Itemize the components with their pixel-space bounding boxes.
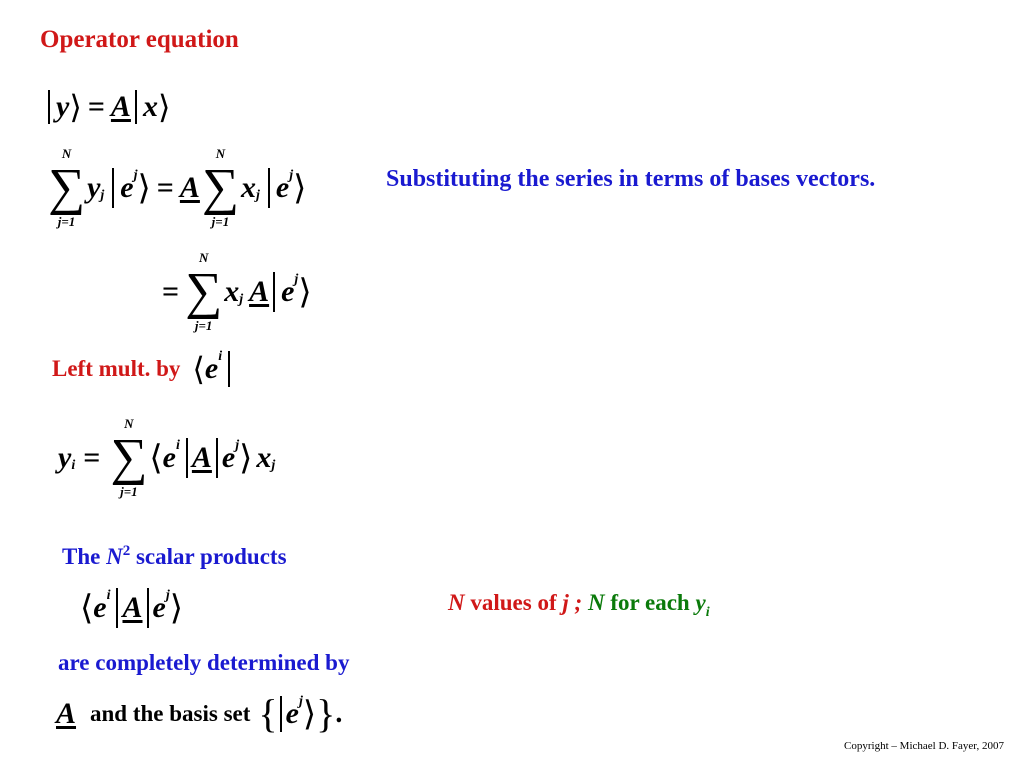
operator-A: A [122, 591, 143, 624]
matrix-element-bracket [80, 588, 183, 628]
summation [110, 416, 147, 500]
symbol-e: e [120, 171, 134, 204]
left-mult-label: Left mult. by [52, 356, 181, 381]
ket-bar [135, 90, 137, 124]
sum-upper-limit: N [124, 416, 134, 431]
superscript-j: j [165, 588, 170, 603]
count-N2: N [587, 590, 605, 615]
scalar-rest: scalar products [135, 544, 287, 569]
count-semicolon: ; [574, 590, 583, 615]
ket-bar [268, 168, 270, 208]
ket-bar [48, 90, 50, 124]
symbol-e: e [93, 591, 107, 624]
subscript-i: i [71, 458, 76, 473]
angle-right: ⟩ [239, 440, 253, 477]
final-line [56, 690, 342, 737]
sum-lower-limit: j=1 [194, 318, 213, 333]
scalar-N: N [106, 544, 123, 569]
count-N1: N [448, 590, 465, 615]
angle-left: ⟨ [80, 590, 94, 627]
period: . [335, 697, 343, 729]
bracket-bar [116, 588, 118, 628]
operator-A: A [191, 441, 212, 474]
ket-bar [273, 272, 275, 312]
page-title: Operator equation [40, 26, 239, 53]
operator-A: A [56, 696, 77, 730]
angle-right: ⟩ [302, 695, 317, 733]
sigma-icon: ∑ [201, 159, 239, 216]
ket-bar [280, 696, 282, 732]
symbol-e: e [204, 352, 219, 385]
superscript-j: j [133, 168, 138, 183]
subscript-j: j [255, 188, 260, 203]
superscript-i: i [218, 349, 223, 364]
sum-lower-limit: j=1 [120, 484, 138, 499]
superscript-i: i [176, 438, 180, 453]
symbol-x: x [224, 275, 240, 308]
angle-right: ⟩ [298, 274, 312, 311]
left-mult-line [52, 350, 230, 388]
summation [48, 146, 85, 230]
angle-right: ⟩ [137, 170, 151, 207]
equals-sign: = [156, 171, 174, 204]
symbol-e: e [281, 275, 295, 308]
copyright: Copyright – Michael D. Fayer, 2007 [844, 740, 1004, 752]
equals-sign: = [83, 441, 101, 474]
angle-right: ⟩ [157, 89, 171, 125]
superscript-j: j [294, 272, 299, 287]
subscript-j: j [239, 292, 244, 307]
brace-left: { [258, 691, 278, 736]
scalar-the: The [62, 544, 101, 569]
sigma-icon: ∑ [48, 159, 86, 216]
summation [185, 250, 222, 334]
superscript-j: j [298, 693, 303, 709]
equation-operator [48, 88, 170, 126]
basis-set-label: and the basis set [90, 700, 251, 726]
operator-A: A [110, 90, 131, 123]
superscript-i: i [106, 588, 111, 603]
sum-upper-limit: N [215, 146, 226, 161]
symbol-x: x [240, 171, 256, 204]
summation [202, 146, 239, 230]
count-j: j [562, 590, 569, 615]
sum-upper-limit: N [61, 146, 72, 161]
equation-matrix-element [58, 416, 275, 500]
subscript-j: j [100, 188, 105, 203]
sum-upper-limit: N [198, 250, 209, 265]
operator-A: A [249, 275, 270, 308]
symbol-x: x [256, 441, 272, 474]
count-subscript-i: i [705, 605, 710, 620]
note-substituting: Substituting the series in terms of bases vectors. [386, 166, 876, 192]
symbol-y: y [58, 441, 72, 474]
count-for-each: for each [610, 590, 690, 615]
equals-sign: = [87, 90, 105, 123]
angle-left: ⟨ [149, 440, 163, 477]
symbol-e: e [285, 696, 299, 730]
ket-bar [112, 168, 114, 208]
scalar-products-label [62, 544, 287, 570]
bracket-bar [216, 438, 218, 478]
bracket-bar [186, 438, 188, 478]
brace-right: } [316, 691, 336, 736]
sigma-icon: ∑ [110, 429, 148, 486]
equation-series [46, 146, 306, 230]
symbol-y: y [87, 171, 101, 204]
symbol-x: x [142, 90, 158, 123]
sigma-icon: ∑ [185, 263, 223, 320]
symbol-e: e [275, 171, 290, 204]
count-y: y [695, 590, 706, 615]
operator-A: A [179, 171, 200, 204]
sum-lower-limit: j=1 [211, 214, 230, 229]
bracket-bar [147, 588, 149, 628]
sum-lower-limit: j=1 [57, 214, 76, 229]
angle-right: ⟩ [293, 170, 307, 207]
symbol-e: e [152, 591, 166, 624]
symbol-y: y [56, 90, 70, 123]
bra-bar [228, 351, 230, 387]
symbol-e: e [221, 441, 236, 474]
count-note [448, 590, 710, 620]
equals-sign: = [162, 275, 180, 308]
superscript-j: j [289, 168, 294, 183]
superscript-j: j [235, 438, 240, 453]
angle-left: ⟨ [192, 351, 205, 387]
determined-label: are completely determined by [58, 650, 350, 675]
count-values-of: values of [470, 590, 557, 615]
subscript-j: j [271, 458, 276, 473]
scalar-exponent: 2 [122, 543, 131, 559]
angle-right: ⟩ [169, 590, 183, 627]
symbol-e: e [162, 441, 176, 474]
angle-right: ⟩ [69, 89, 82, 125]
equation-linear [162, 250, 312, 334]
